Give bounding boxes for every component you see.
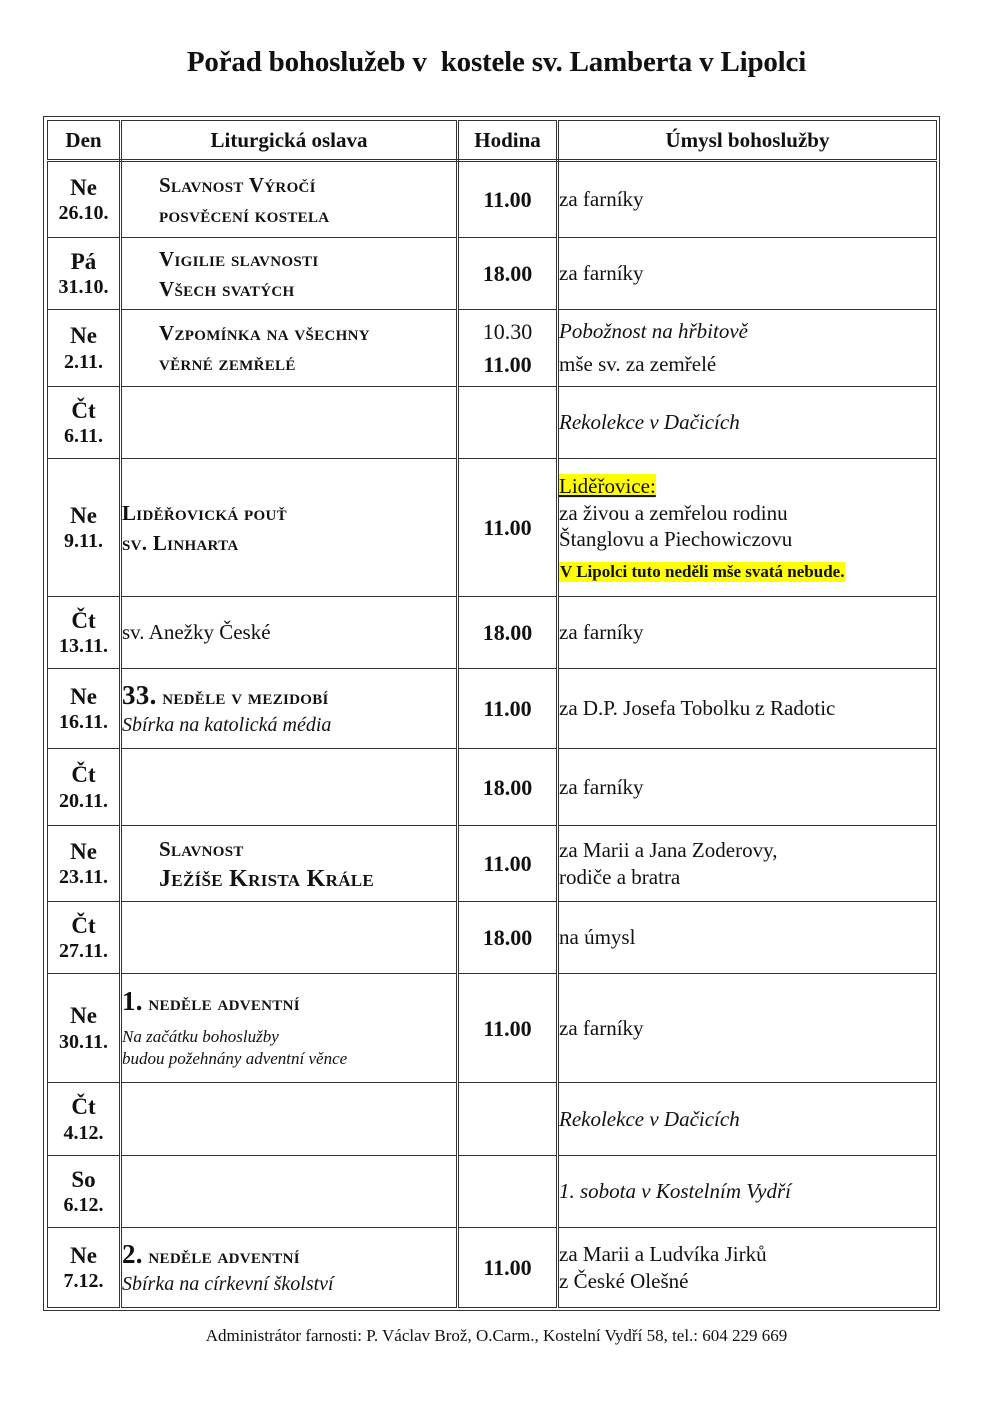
liturgy-title: Vzpomínka na všechny (159, 321, 370, 345)
liturgy-title: Slavnost (159, 836, 244, 861)
intention-cell (558, 161, 937, 238)
day-date: 4.12. (63, 1121, 104, 1144)
liturgy-title-text: neděle v mezidobí (162, 684, 329, 709)
table-row (48, 669, 937, 749)
liturgy-title: sv. Anežky České (122, 620, 271, 644)
liturgy-number: 1. (122, 986, 143, 1016)
liturgy-title-text: neděle adventní (148, 1243, 300, 1268)
day-date: 23.11. (59, 866, 108, 889)
day-name: Pá (70, 248, 97, 274)
day-name: Ne (70, 323, 97, 349)
hour-cell (458, 597, 558, 669)
hour-value: 10.30 (482, 319, 533, 344)
footer-contact: Administrátor farnosti: P. Václav Brož, O.Carm., Kostelní Vydří 58, tel.: 604 229 669 (205, 1326, 788, 1345)
liturgy-cell (121, 1156, 458, 1228)
hour-cell (458, 161, 558, 238)
day-name: Ne (70, 838, 97, 864)
liturgy-title: Vigilie slavnosti (159, 246, 319, 271)
hour-value: 11.00 (483, 851, 532, 876)
hour-cell (458, 826, 558, 902)
day-date: 27.11. (59, 940, 108, 963)
intention-text: Pobožnost na hřbitově (559, 319, 748, 343)
day-cell (48, 826, 121, 902)
intention-text: za farníky (559, 620, 644, 644)
day-date: 26.10. (58, 202, 109, 225)
header-hour: Hodina (458, 121, 558, 161)
intention-cell (558, 459, 937, 597)
hour-cell (458, 310, 558, 387)
hour-value: 11.00 (483, 1255, 532, 1280)
hour-value: 18.00 (482, 620, 533, 645)
hour-cell (458, 669, 558, 749)
header-liturgy: Liturgická oslava (121, 121, 458, 161)
table-row (48, 826, 937, 902)
liturgy-cell (121, 161, 458, 238)
intention-cell (558, 669, 937, 749)
hour-value: 18.00 (482, 774, 533, 800)
liturgy-number: 33. (122, 679, 157, 710)
day-name: Ne (70, 502, 97, 528)
day-cell (48, 387, 121, 459)
day-date: 31.10. (58, 276, 109, 299)
liturgy-title: Všech svatých (159, 276, 295, 301)
day-cell (48, 459, 121, 597)
day-name: So (71, 1166, 96, 1192)
intention-text: za farníky (559, 774, 644, 799)
intention-text: Rekolekce v Dačicích (559, 410, 740, 434)
day-cell (48, 902, 121, 974)
hour-cell (458, 387, 558, 459)
day-name: Ne (70, 174, 97, 200)
day-name: Ne (70, 1242, 97, 1268)
intention-text: za živou a zemřelou rodinu (559, 500, 788, 525)
liturgy-title (122, 986, 456, 1018)
table-row (48, 238, 937, 310)
intention-text: na úmysl (559, 925, 636, 949)
intention-text: rodiče a bratra (559, 864, 681, 889)
day-cell (48, 310, 121, 387)
hour-value: 11.00 (483, 515, 532, 540)
liturgy-note: Na začátku bohoslužby (122, 1027, 279, 1046)
day-name: Ne (70, 683, 97, 709)
intention-cell (558, 310, 937, 387)
day-cell (48, 749, 121, 826)
intention-cell (558, 1228, 937, 1308)
day-date: 6.12. (63, 1194, 104, 1217)
table-row (48, 161, 937, 238)
day-name: Ne (70, 1003, 97, 1029)
liturgy-cell (121, 669, 458, 749)
hour-cell (458, 459, 558, 597)
hour-value: 11.00 (483, 1015, 532, 1041)
day-cell (48, 669, 121, 749)
intention-cell (558, 1083, 937, 1156)
liturgy-cell (121, 238, 458, 310)
intention-cell (558, 826, 937, 902)
hour-cell (458, 749, 558, 826)
day-cell (48, 1156, 121, 1228)
day-date: 20.11. (59, 789, 108, 812)
intention-text: za D.P. Josefa Tobolku z Radotic (559, 696, 836, 720)
day-date: 7.12. (63, 1270, 104, 1293)
liturgy-cell (121, 387, 458, 459)
day-cell (48, 597, 121, 669)
day-date: 6.11. (64, 425, 103, 448)
hour-value: 11.00 (483, 352, 532, 377)
liturgy-cell (121, 1083, 458, 1156)
liturgy-cell (121, 902, 458, 974)
intention-cell (558, 1156, 937, 1228)
liturgy-note: Sbírka na církevní školství (122, 1272, 334, 1295)
table-row (48, 749, 937, 826)
intention-text: za farníky (559, 187, 644, 211)
schedule-table (47, 120, 937, 1308)
liturgy-cell (121, 310, 458, 387)
table-header-row (48, 121, 937, 161)
intention-text: Štanglovu a Piechowiczovu (559, 526, 793, 551)
table-row (48, 902, 937, 974)
intention-text: za Marii a Ludvíka Jirků (559, 1241, 767, 1266)
day-name: Čt (71, 912, 96, 938)
intention-location-highlight: Liděřovice: (559, 473, 656, 498)
table-row (48, 1083, 937, 1156)
hour-value: 11.00 (483, 187, 532, 212)
day-cell (48, 974, 121, 1083)
intention-cell (558, 974, 937, 1083)
intention-text: Rekolekce v Dačicích (559, 1106, 740, 1131)
liturgy-title: Liděřovická pouť (122, 500, 287, 525)
liturgy-title: Ježíše Krista Krále (159, 865, 375, 892)
hour-cell (458, 1228, 558, 1308)
day-date: 2.11. (64, 350, 103, 373)
table-row (48, 459, 937, 597)
liturgy-title: posvěcení kostela (159, 202, 330, 227)
intention-cell (558, 387, 937, 459)
day-name: Čt (71, 397, 96, 423)
day-name: Čt (71, 762, 96, 788)
hour-cell (458, 1156, 558, 1228)
header-intention: Úmysl bohoslužby (558, 121, 937, 161)
table-row (48, 387, 937, 459)
intention-text: mše sv. za zemřelé (559, 352, 717, 376)
liturgy-note: Sbírka na katolická média (122, 713, 332, 736)
table-row (48, 974, 937, 1083)
intention-cell (558, 749, 937, 826)
day-date: 30.11. (59, 1030, 108, 1053)
table-row (48, 1228, 937, 1308)
hour-value: 18.00 (482, 261, 533, 286)
intention-text: za farníky (559, 1015, 644, 1040)
hour-value: 11.00 (483, 696, 532, 721)
table-row (48, 1156, 937, 1228)
day-date: 9.11. (64, 530, 103, 553)
intention-text: za farníky (559, 261, 644, 285)
liturgy-title: věrné zemřelé (159, 351, 296, 375)
liturgy-title: sv. Linharta (122, 530, 239, 555)
liturgy-cell (121, 459, 458, 597)
intention-text: z České Olešné (559, 1268, 689, 1293)
hour-cell (458, 902, 558, 974)
hour-cell (458, 974, 558, 1083)
hour-cell (458, 1083, 558, 1156)
liturgy-title-text: neděle adventní (148, 991, 300, 1015)
intention-cell (558, 597, 937, 669)
intention-text: za Marii a Jana Zoderovy, (559, 837, 778, 862)
liturgy-cell (121, 974, 458, 1083)
day-date: 13.11. (59, 635, 108, 658)
day-cell (48, 1228, 121, 1308)
day-name: Čt (71, 607, 96, 633)
table-row (48, 597, 937, 669)
liturgy-number: 2. (122, 1238, 143, 1269)
hour-value: 18.00 (482, 925, 533, 950)
day-cell (48, 161, 121, 238)
intention-cell (558, 902, 937, 974)
intention-cell (558, 238, 937, 310)
page-title: Pořad bohoslužeb v kostele sv. Lamberta v Lipolci (186, 46, 807, 78)
intention-text: 1. sobota v Kostelním Vydří (559, 1179, 791, 1203)
liturgy-cell (121, 597, 458, 669)
notice-highlight: V Lipolci tuto neděli mše svatá nebude. (560, 561, 845, 581)
day-date: 16.11. (59, 711, 108, 734)
liturgy-cell (121, 826, 458, 902)
day-cell (48, 1083, 121, 1156)
liturgy-cell (121, 749, 458, 826)
hour-cell (458, 238, 558, 310)
header-day: Den (48, 121, 121, 161)
liturgy-title: Slavnost Výročí (159, 172, 316, 197)
liturgy-note: budou požehnány adventní věnce (122, 1049, 348, 1068)
liturgy-cell (121, 1228, 458, 1308)
table-row (48, 310, 937, 387)
day-name: Čt (71, 1094, 96, 1120)
liturgy-title (122, 1239, 456, 1271)
day-cell (48, 238, 121, 310)
liturgy-title (122, 680, 456, 712)
